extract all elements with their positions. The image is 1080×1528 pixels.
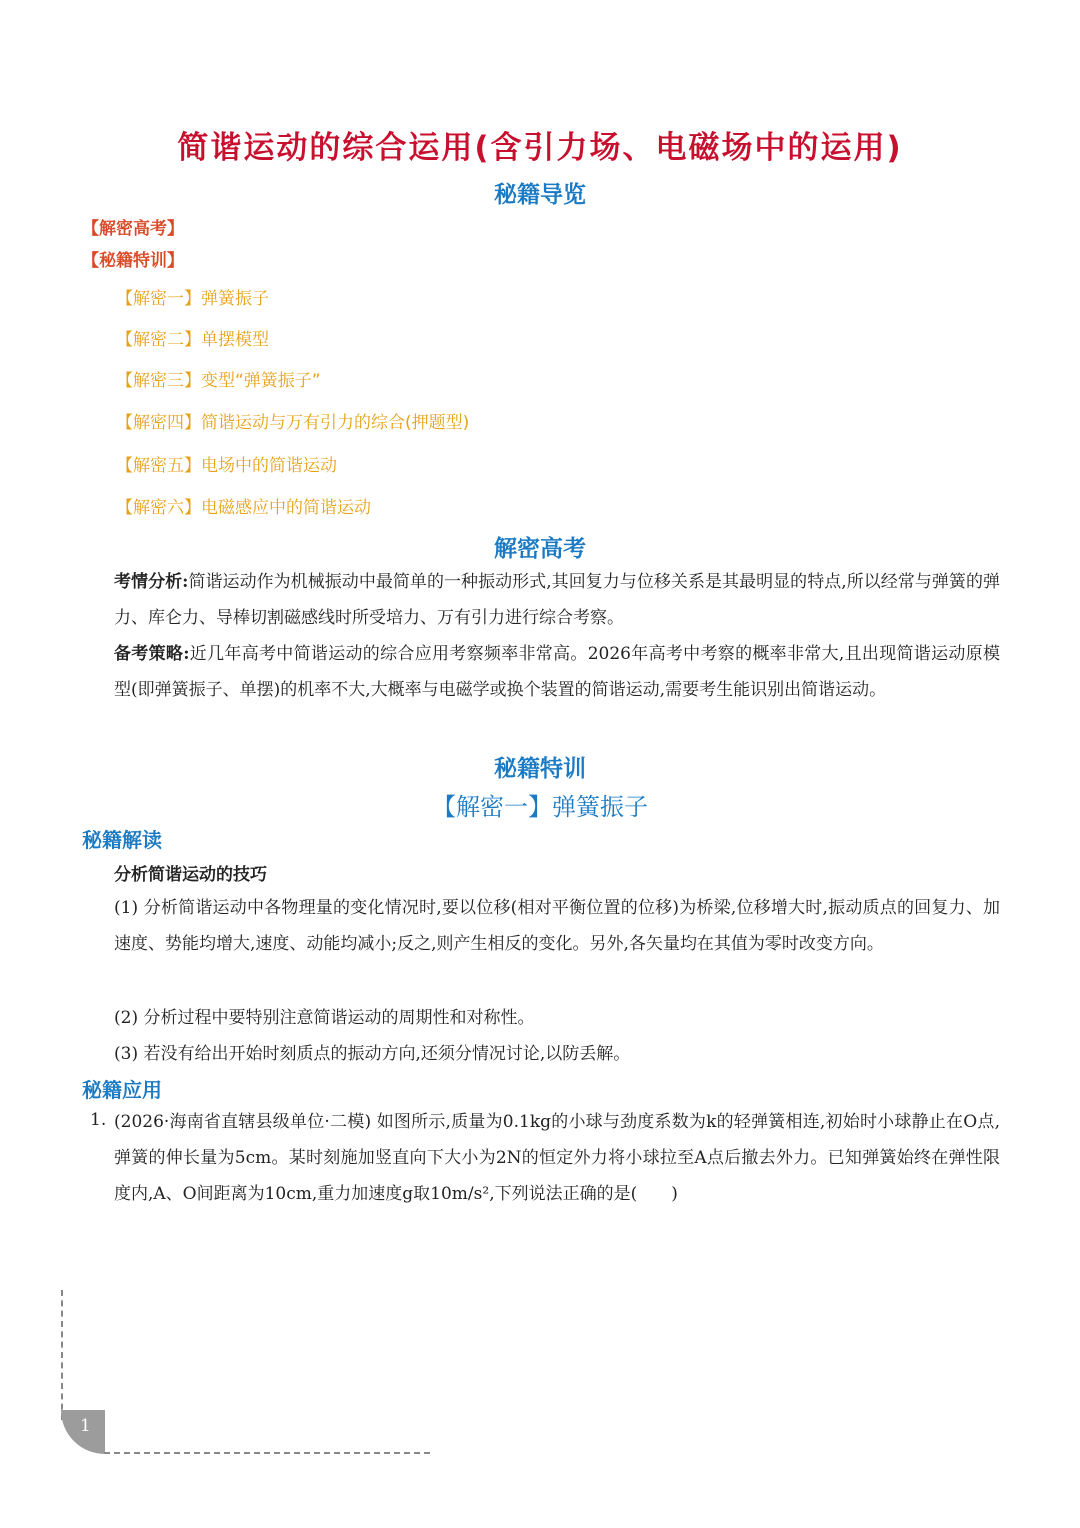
question-number: 1. [90,1110,107,1130]
toc-item-6[interactable]: 【解密六】电磁感应中的简谐运动 [116,498,371,518]
footer-dashed-horizontal [104,1452,430,1454]
toc-main-exam[interactable]: 【解密高考】 [82,219,184,239]
guide-heading: 秘籍导览 [494,182,586,208]
question-text: (2026·海南省直辖县级单位·二模) 如图所示,质量为0.1kg的小球与劲度系数为k的轻弹簧相连,初始时小球静止在O点,弹簧的伸长量为5cm。某时刻施加竖直向下大小为2N的恒定外力将小球拉至A点后撤去外力。已知弹簧始终在弹性限度内,A、O间距离为10cm,重力加速度g取10m/s²,下列说法正确的是( ) [114,1112,1000,1204]
tip-1: (1) 分析简谐运动中各物理量的变化情况时,要以位移(相对平衡位置的位移)为桥梁,位移增大时,振动质点的回复力、加速度、势能均增大,速度、动能均减小;反之,则产生相反的变化。另外,各矢量均在其值为零时改变方向。 [114,898,1000,954]
exam-analysis-paragraph [114,564,1000,636]
analysis-label: 考情分析: [114,572,189,592]
toc-item-5[interactable]: 【解密五】电场中的简谐运动 [116,456,337,476]
toc-item-4[interactable]: 【解密四】简谐运动与万有引力的综合(押题型) [116,413,470,433]
tip-2: (2) 分析过程中要特别注意简谐运动的周期性和对称性。 [114,1008,535,1028]
toc-item-1[interactable]: 【解密一】弹簧振子 [116,289,269,309]
reading-heading: 秘籍解读 [82,828,162,852]
exam-section-heading: 解密高考 [494,536,586,562]
training-heading: 秘籍特训 [494,756,586,782]
toc-main-training[interactable]: 【秘籍特训】 [82,251,184,271]
document-title: 简谐运动的综合运用(含引力场、电磁场中的运用) [177,130,903,166]
application-heading: 秘籍应用 [82,1078,162,1102]
toc-item-3[interactable]: 【解密三】变型“弹簧振子” [116,371,321,391]
exam-strategy-paragraph [114,636,1000,708]
page-number: 1 [80,1416,91,1436]
strategy-label: 备考策略: [114,644,190,664]
analysis-text: 简谐运动作为机械振动中最简单的一种振动形式,其回复力与位移关系是其最明显的特点,所以经常与弹簧的弹力、库仑力、导棒切割磁感线时所受培力、万有引力进行综合考察。 [114,572,1000,628]
toc-item-2[interactable]: 【解密二】单摆模型 [116,330,269,350]
tip-3: (3) 若没有给出开始时刻质点的振动方向,还须分情况讨论,以防丢解。 [114,1044,631,1064]
footer-dashed-vertical [61,1290,63,1420]
strategy-text: 近几年高考中简谐运动的综合应用考察频率非常高。2026年高考中考察的概率非常大,且出现简谐运动原模型(即弹簧振子、单摆)的机率不大,大概率与电磁学或换个装置的简谐运动,需要考生能识别出简谐运动。 [114,644,1000,700]
secret-one-title: 【解密一】弹簧振子 [432,793,648,821]
tips-heading: 分析简谐运动的技巧 [114,865,267,885]
